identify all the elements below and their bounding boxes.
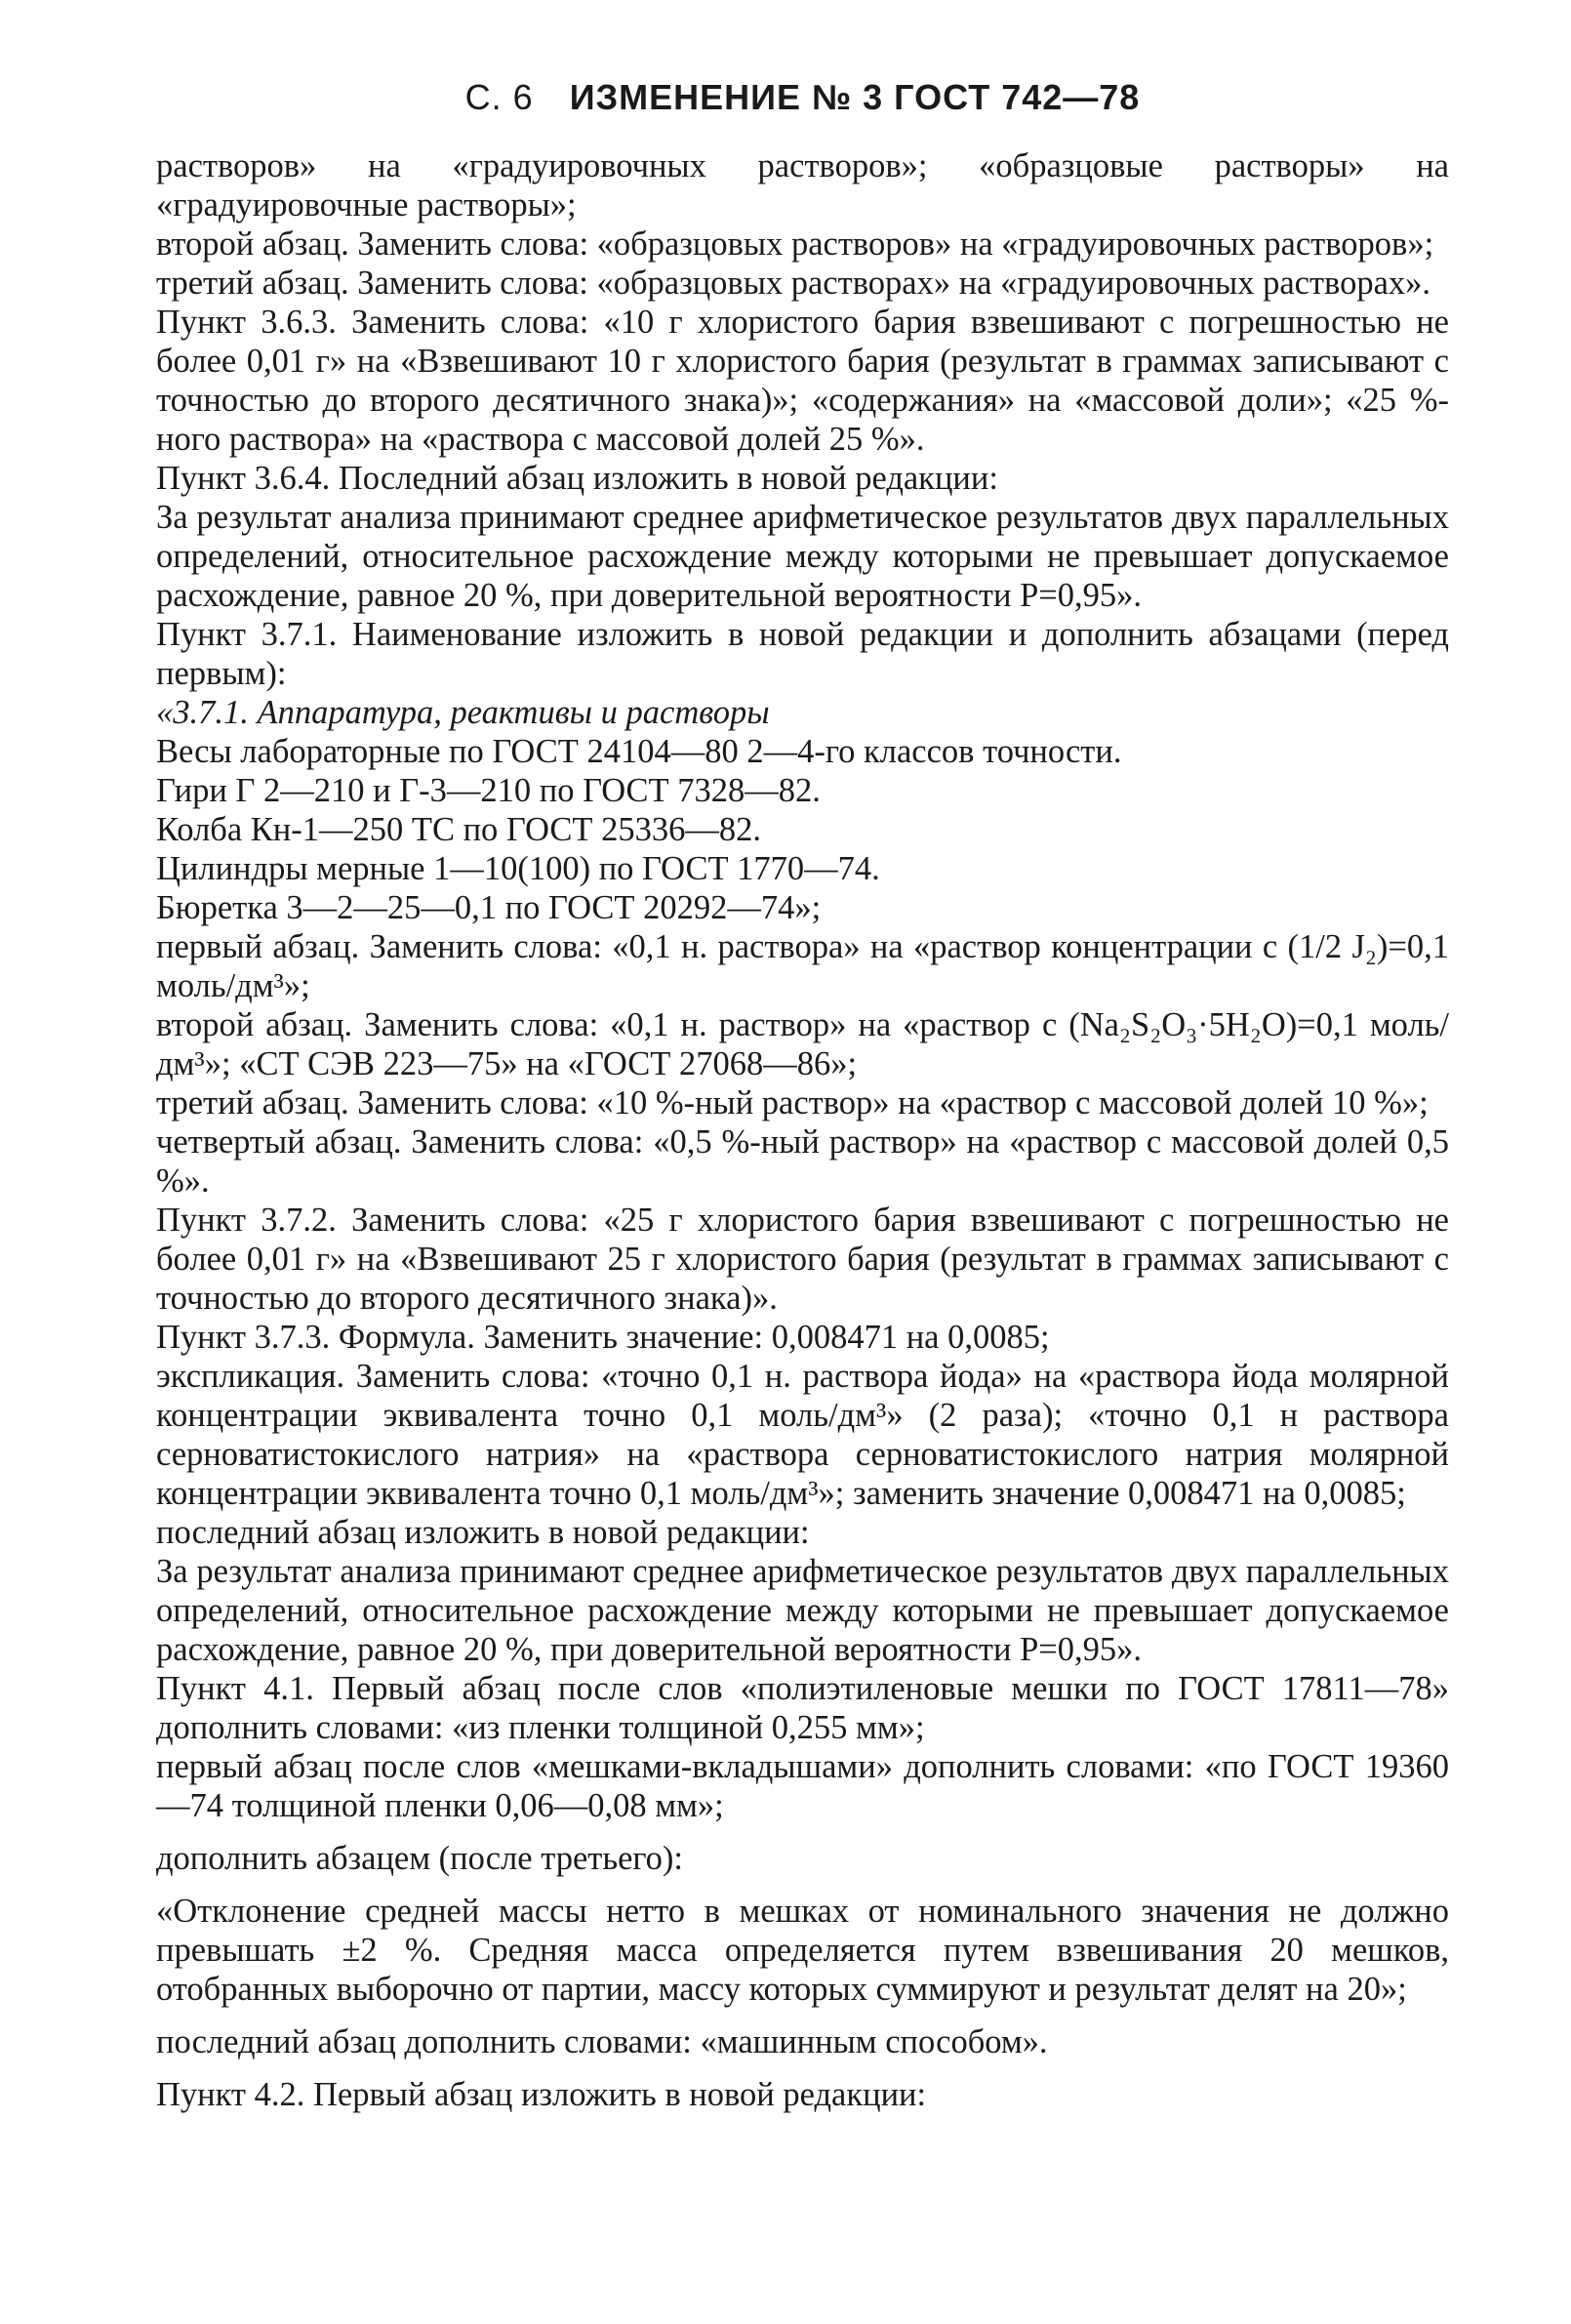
paragraph: Пункт 3.6.3. Заменить слова: «10 г хлористого бария взвешивают с погрешностью не более 0,01 г» на «Взвешивают 10 г хлористого бария (результат в граммах записывают с точностью до второго десятичного знака)»; «содержания» на «массовой доли»; «25 %-ного раствора» на «раствора с массовой долей 25 %». bbox=[156, 304, 1449, 458]
paragraph: второй абзац. Заменить слова: «образцовых растворов» на «градуировочных растворов»; bbox=[156, 225, 1434, 263]
page-number: С. 6 bbox=[464, 77, 534, 117]
paragraph: Пункт 4.2. Первый абзац изложить в новой редакции: bbox=[156, 2076, 927, 2113]
section-heading: «3.7.1. Аппаратура, реактивы и растворы bbox=[156, 694, 770, 731]
paragraph: последний абзац изложить в новой редакции: bbox=[156, 1514, 810, 1551]
paragraph: растворов» на «градуировочных растворов»; «образцовые растворы» на «градуировочные растворы»; bbox=[156, 147, 1449, 224]
document-page bbox=[156, 76, 1449, 2114]
paragraph: последний абзац дополнить словами: «машинным способом». bbox=[156, 2023, 1048, 2060]
list-item: Цилиндры мерные 1—10(100) по ГОСТ 1770—74. bbox=[156, 850, 880, 887]
document-title: ИЗМЕНЕНИЕ № 3 ГОСТ 742—78 bbox=[569, 77, 1141, 117]
paragraph: Пункт 3.7.3. Формула. Заменить значение: 0,008471 на 0,0085; bbox=[156, 1319, 1050, 1356]
paragraph: Пункт 4.1. Первый абзац после слов «полиэтиленовые мешки по ГОСТ 17811—78» дополнить словами: «из пленки толщиной 0,255 мм»; bbox=[156, 1670, 1449, 1746]
paragraph: Пункт 3.6.4. Последний абзац изложить в новой редакции: bbox=[156, 460, 998, 497]
list-item: Колба Кн-1—250 ТС по ГОСТ 25336—82. bbox=[156, 811, 761, 848]
paragraph: дополнить абзацем (после третьего): bbox=[156, 1840, 684, 1877]
paragraph: экспликация. Заменить слова: «точно 0,1 н. раствора йода» на «раствора йода молярной концентрации эквивалента точно 0,1 моль/дм³» (2 раза); «точно 0,1 н раствора серноватистокислого натрия» на «раствора серноватистокислого натрия молярной концентрации эквивалента точно 0,1 моль/дм³»; заменить значение 0,008471 на 0,0085; bbox=[156, 1358, 1449, 1512]
page-header bbox=[156, 76, 1449, 119]
paragraph: второй абзац. Заменить слова: «0,1 н. раствор» на «раствор c (Na₂S₂O₃·5H₂O)=0,1 моль/дм³»; «СТ СЭВ 223—75» на «ГОСТ 27068—86»; bbox=[156, 1006, 1449, 1082]
paragraph: третий абзац. Заменить слова: «образцовых растворах» на «градуировочных растворах». bbox=[156, 265, 1431, 302]
list-item: Гири Г 2—210 и Г-3—210 по ГОСТ 7328—82. bbox=[156, 772, 821, 809]
paragraph: первый абзац после слов «мешками-вкладышами» дополнить словами: «по ГОСТ 19360—74 толщиной пленки 0,06—0,08 мм»; bbox=[156, 1748, 1449, 1824]
paragraph: Пункт 3.7.2. Заменить слова: «25 г хлористого бария взвешивают с погрешностью не более 0,01 г» на «Взвешивают 25 г хлористого бария (результат в граммах записывают с точностью до второго десятичного знака)». bbox=[156, 1202, 1449, 1317]
paragraph: третий абзац. Заменить слова: «10 %-ный раствор» на «раствор с массовой долей 10 %»; bbox=[156, 1084, 1429, 1121]
paragraph: Пункт 3.7.1. Наименование изложить в новой редакции и дополнить абзацами (перед первым): bbox=[156, 616, 1449, 692]
paragraph: За результат анализа принимают среднее арифметическое результатов двух параллельных определений, относительное расхождение между которыми не превышает допускаемое расхождение, равное 20 %, при доверительной вероятности P=0,95». bbox=[156, 1553, 1449, 1668]
paragraph: За результат анализа принимают среднее арифметическое результатов двух параллельных определений, относительное расхождение между которыми не превышает допускаемое расхождение, равное 20 %, при доверительной вероятности P=0,95». bbox=[156, 499, 1449, 614]
paragraph: четвертый абзац. Заменить слова: «0,5 %-ный раствор» на «раствор с массовой долей 0,5 %». bbox=[156, 1123, 1449, 1200]
paragraph: «Отклонение средней массы нетто в мешках от номинального значения не должно превышать ±2 %. Средняя масса определяется путем взвешивания 20 мешков, отобранных выборочно от партии, массу которых суммируют и результат делят на 20»; bbox=[156, 1893, 1449, 2008]
paragraph: первый абзац. Заменить слова: «0,1 н. раствора» на «раствор концентрации c (1/2 J₂)=0,1 моль/дм³»; bbox=[156, 928, 1449, 1004]
list-item: Бюретка 3—2—25—0,1 по ГОСТ 20292—74»; bbox=[156, 889, 822, 926]
list-item: Весы лабораторные по ГОСТ 24104—80 2—4-го классов точности. bbox=[156, 733, 1122, 770]
